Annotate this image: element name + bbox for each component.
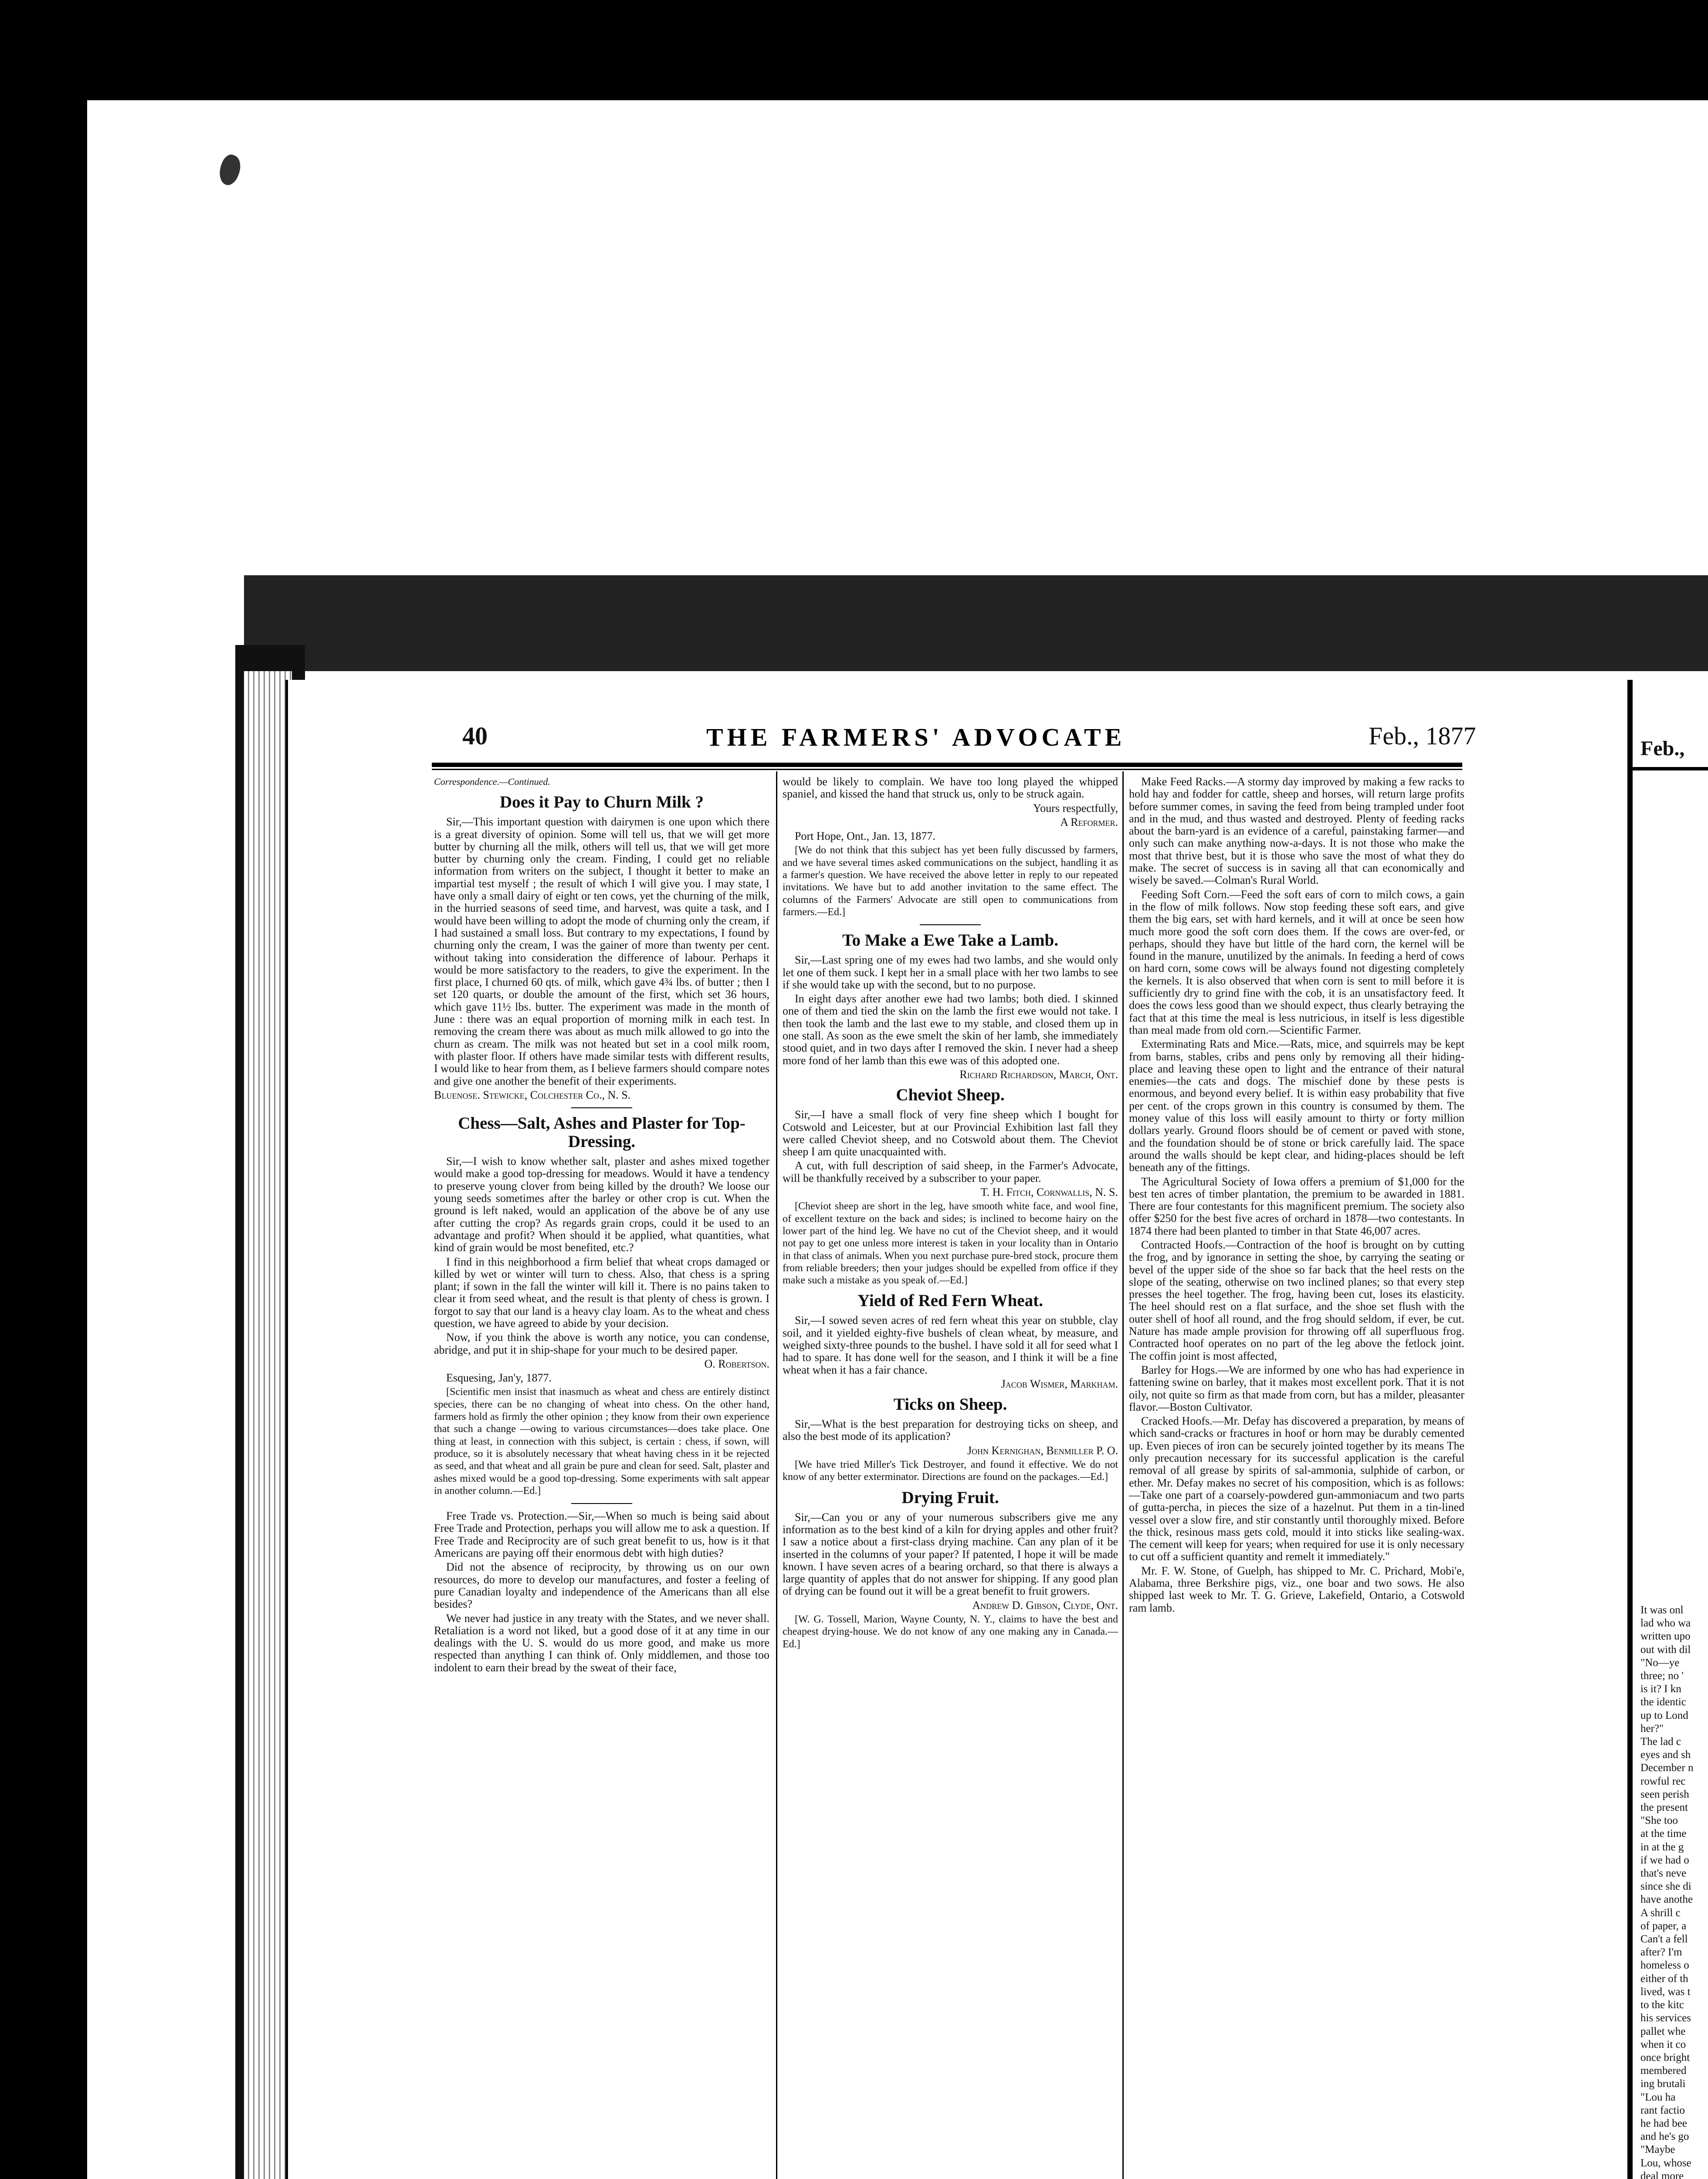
article-paragraph: Free Trade vs. Protection.—Sir,—When so much is being said about Free Trade and Protection, perhaps you will allow me to ask a question. If Free Trade and Reciprocity are of such great benefit to us, how is it that Americans are paying off their enormous debt with high duties? bbox=[434, 1510, 769, 1560]
article-paragraph: Feeding Soft Corn.—Feed the soft ears of corn to milch cows, a gain in the flow of milk follows. Now stop feeding these soft ears, and give them the big ears, set with hard kernels, and it will at once be seen how much more good the soft corn does them. If the cows are over-fed, or perhaps, should they have but little of the hard corn, the kernel will be found in the manure, unutilized by the animals. In feeding a herd of cows on hard corn, some cows will be always found not digesting completely the kernels. It is also observed that when corn is sent to mill before it is sufficiently dry to grind fine with the cob, it is an unsatisfactory feed. It does the cows less good than we should expect, thus clearly betraying the fact that at this time the meal is less nutricious, in itself is less digestible than meal made from old corn.—Scientific Farmer. bbox=[1129, 888, 1464, 1036]
article-paragraph: Did not the absence of reciprocity, by throwing us on our own resources, do more to develop our manufactures, and foster a feeling of pure Canadian loyalty and independence of the Americans than all else besides? bbox=[434, 1561, 769, 1611]
separator bbox=[920, 924, 981, 925]
facing-page-fragment bbox=[1633, 680, 1708, 2179]
facing-page-line: of paper, a bbox=[1640, 1920, 1687, 1932]
facing-page-line: that's neve bbox=[1640, 1867, 1687, 1880]
article-paragraph: Sir,—Can you or any of your numerous subscribers give me any information as to the best kind of a kiln for drying apples and other fruit? I saw a notice about a first-class drying machine. Can any plan of it be inserted in the columns of your paper? If patented, I hope it will be made known. I have seven acres of a bearing orchard, so that there is always a large quantity of apples that do not answer for shipping. If any good plan of drying can be found out it will be a great benefit to fruit growers. bbox=[783, 1510, 1118, 1598]
facing-page-line: he had bee bbox=[1640, 2117, 1687, 2129]
facing-page-line: once bright bbox=[1640, 2051, 1690, 2064]
facing-page-line: lived, was t bbox=[1640, 1986, 1691, 1998]
facing-page-line: rant factio bbox=[1640, 2104, 1685, 2116]
article-signature: Bluenose. Stewicke, Colchester Co., N. S. bbox=[434, 1088, 631, 1101]
article-paragraph: Sir,—This important question with dairymen is one upon which there is a great diversity of opinion. Some will tell us, that we will get more butter by churning all the milk, others will tell us, that we will get more butter by churning only the cream. Finding, I could get no reliable information from writers on the subject, I thought it better to make an impartial test myself ; the result of which I will give you. I may state, I have only a small dairy of eight or ten cows, yet the churning of the milk, in the hurried seasons of seed time, and harvest, was quite a task, and I would have been willing to adopt the mode of churning only the cream, if I had sustained a small loss. But contrary to my expectations, I found by churning only the cream, I was the gainer of more than twenty per cent. without taking into consideration the difference of labour. Perhaps it would be more satisfactory to the readers, to give the experiment. In the first place, I churned 60 qts. of milk, which gave 4¾ lbs. of butter ; then I set 120 quarts, or double the amount of the first, which set 36 hours, which gave 11½ lbs. butter. The experiment was made in the month of June : there was an equal proportion of morning milk in each test. In removing the cream there was about as much milk allowed to go into the churn as cream. The milk was not heated but set in a cool milk room, with plaster floor. If others have made similar tests with different results, I would like to hear from them, as I believe farmers should compare notes and give one another the benefit of their experiments. bbox=[434, 815, 769, 1087]
facing-page-line: the present bbox=[1640, 1802, 1688, 1814]
article-paragraph: would be likely to complain. We have too long played the whipped spaniel, and kissed the hand that struck us, only to be struck again. bbox=[783, 775, 1118, 801]
column-3 bbox=[1129, 776, 1464, 1616]
article-paragraph: Sir,—What is the best preparation for destroying ticks on sheep, and also the best mode of its application? bbox=[783, 1418, 1118, 1443]
editor-note: [We have tried Miller's Tick Destroyer, and found it effective. We do not know of any better exterminator. Directions are found on the packages.—Ed.] bbox=[783, 1459, 1118, 1483]
facing-page-line: have anothe bbox=[1640, 1894, 1693, 1906]
facing-page-line: eyes and sh bbox=[1640, 1749, 1691, 1761]
article-paragraph: Sir,—I wish to know whether salt, plaster and ashes mixed together would make a good top-dressing for meadows. Would it have a tendency to preserve young clover from being killed by the drouth? We loose our young seeds sometimes after the barley or other crop is cut. When the ground is left naked, would an application of the above be of any use after cutting the crop? As regards grain crops, could it be used to an advantage and profit? When should it be applied, what quantities, what kind of grain would be most benefited, etc.? bbox=[434, 1155, 769, 1254]
facing-page-line: seen perish bbox=[1640, 1788, 1689, 1800]
article-paragraph: Barley for Hogs.—We are informed by one who has had experience in fattening swine on barley, that it makes most excellent pork. That it is not oily, not quite so firm as that made from corn, but has a milder, pleasanter flavor.—Boston Cultivator. bbox=[1129, 1363, 1464, 1413]
column-divider bbox=[1122, 771, 1124, 2179]
editor-note: [Cheviot sheep are short in the leg, have smooth white face, and wool fine, of excellent texture on the back and sides; is inclined to become hairy on the lower part of the hind leg. We have no cut of the Cheviot sheep, and it would not pay to get one unless more interest is taken in your locality than in Ontario in that class of animals. When you next purchase pure-bred stock, procure them from reliable breeders; then your judges should be expelled from office if they make such a mistake as you speak of.—Ed.] bbox=[783, 1201, 1118, 1286]
article-paragraph: Cracked Hoofs.—Mr. Defay has discovered a preparation, by means of which sand-cracks or fractures in hoof or horn may be durably cemented up. Even pieces of iron can be securely jointed together by its means The only precaution necessary for its successful application is the careful removal of all grease by spirits of sal-ammonia, sulphide of carbon, or ether. Mr. Defay makes no secret of his composition, which is as follows:—Take one part of a coarsely-powdered gun-ammoniacum and two parts of gutta-percha, in pieces the size of a hazelnut. Put them in a tin-lined vessel over a slow fire, and stir constantly until thoroughly mixed. Before the thick, resinous mass gets cold, mould it into sticks like sealing-wax. The cement will keep for years; when required for use it is only necessary to cut off a sufficient quantity and remelt it immediately." bbox=[1129, 1415, 1464, 1563]
column-2 bbox=[783, 776, 1118, 1652]
facing-page-line: and he's go bbox=[1640, 2131, 1689, 2143]
facing-page-line: written upo bbox=[1640, 1630, 1691, 1643]
facing-page-line: "She too bbox=[1640, 1815, 1678, 1827]
article-paragraph: I find in this neighborhood a firm belief that wheat crops damaged or killed by wet or winter will turn to chess. Also, that chess is a spring plant; if sown in the fall the winter will kill it. There is no pains taken to clear it from seed wheat, and the result is that plenty of chess is grown. I forgot to say that our land is a heavy clay loam. As to the wheat and chess question, we have agreed to abide by your decision. bbox=[434, 1255, 769, 1330]
facing-page-line: when it co bbox=[1640, 2038, 1686, 2050]
article-signature: O. Robertson. bbox=[704, 1357, 769, 1370]
article-signature: T. H. Fitch, Cornwallis, N. S. bbox=[980, 1186, 1118, 1199]
article-paragraph: Sir,—Last spring one of my ewes had two lambs, and she would only let one of them suck. I kept her in a small place with her two lambs to see if she would take up with the second, but to no purpose. bbox=[783, 954, 1118, 991]
article-title: Ticks on Sheep. bbox=[893, 1395, 1007, 1414]
article-place: Port Hope, Ont., Jan. 13, 1877. bbox=[795, 830, 935, 843]
column-1 bbox=[434, 776, 769, 1676]
facing-page-line: Can't a fell bbox=[1640, 1933, 1688, 1945]
facing-page-date: Feb., bbox=[1640, 737, 1685, 760]
article-paragraph: Sir,—I have a small flock of very fine sheep which I bought for Cotswold and Leicester, but at our Provincial Exhibition last fall they were called Cheviot sheep, and no Cotswold about them. The Cheviot sheep I am quite unacquainted with. bbox=[783, 1108, 1118, 1158]
editor-note: [W. G. Tossell, Marion, Wayne County, N. Y., claims to have the best and cheapest drying-house. We do not know of any one making any in Canada.—Ed.] bbox=[783, 1614, 1118, 1650]
facing-page-line: up to Lond bbox=[1640, 1709, 1688, 1721]
binding-gutter bbox=[1627, 680, 1633, 2179]
header-rule-thin bbox=[432, 769, 1462, 770]
facing-page-line: since she di bbox=[1640, 1880, 1691, 1893]
facing-page-line: three; no ' bbox=[1640, 1670, 1684, 1682]
facing-page-line: lad who wa bbox=[1640, 1617, 1691, 1629]
facing-page-line: The lad c bbox=[1640, 1736, 1681, 1748]
facing-page-line: if we had o bbox=[1640, 1854, 1689, 1866]
article-title: To Make a Ewe Take a Lamb. bbox=[842, 931, 1058, 950]
facing-page-line: Lou, whose bbox=[1640, 2157, 1691, 2169]
page-top-shadow bbox=[244, 575, 1708, 671]
facing-page-line: deal more bbox=[1640, 2170, 1684, 2179]
facing-page-line: is it? I kn bbox=[1640, 1683, 1681, 1695]
article-place: Esquesing, Jan'y, 1877. bbox=[446, 1371, 552, 1385]
facing-page-line: "No—ye bbox=[1640, 1656, 1680, 1669]
newspaper-page bbox=[285, 680, 1632, 2179]
article-signature: Jacob Wismer, Markham. bbox=[1001, 1377, 1118, 1390]
article-title: Yield of Red Fern Wheat. bbox=[857, 1291, 1043, 1310]
article-title: Cheviot Sheep. bbox=[896, 1086, 1005, 1105]
separator bbox=[571, 1503, 632, 1504]
facing-page-line: to the kitc bbox=[1640, 1999, 1684, 2011]
article-paragraph: Exterminating Rats and Mice.—Rats, mice, and squirrels may be kept from barns, stables, cribs and pens only by removing all their hiding-place and leaving these open to light and the entrance of their natural enemies—the cats and dogs. The mischief done by these pests is enormous, and beyond every belief. It is within easy probability that five per cent. of the crops grown in this country is consumed by them. The money value of this loss will easily amount to thirty or forty million dollars yearly. Ground floors should be of cement or paved with stone, and the foundation should be of stone or brick carefully laid. The space around the walls should be kept clear, and hiding-places should be left beneath any of the fittings. bbox=[1129, 1038, 1464, 1174]
facing-page-line: December n bbox=[1640, 1762, 1694, 1774]
facing-page-line: A shrill c bbox=[1640, 1907, 1681, 1919]
article-paragraph: Mr. F. W. Stone, of Guelph, has shipped to Mr. C. Prichard, Mobi'e, Alabama, three Berkshire pigs, viz., one boar and two sows. He also shipped last week to Mr. T. G. Grieve, Lakefield, Ontario, a Cotswold ram lamb. bbox=[1129, 1564, 1464, 1614]
facing-page-line: in at the g bbox=[1640, 1841, 1684, 1853]
article-paragraph: Contracted Hoofs.—Contraction of the hoof is brought on by cutting the frog, and by ignorance in setting the shoe, by carrying the seating or bevel of the upper side of the shoe so far back that the heel rests on the slope of the seating, otherwise on two inclined planes; so that every step presses the heel together. The frog, having been cut, loses its elasticity. The heel should rest on a flat surface, and the shoe set flush with the outer shell of hoof all round, and the frog should seldom, if ever, be cut. Nature has made ample provision for throwing off all superfluous frog. Contracted hoof operates on no part of the leg above the fetlock joint. The coffin joint is most affected, bbox=[1129, 1238, 1464, 1362]
facing-page-line: ing brutali bbox=[1640, 2078, 1686, 2090]
facing-page-line: membered bbox=[1640, 2065, 1687, 2077]
article-paragraph: Make Feed Racks.—A stormy day improved by making a few racks to hold hay and fodder for cattle, sheep and horses, will return large profits before summer comes, in saving the feed from being trampled under foot and in the mud, and thus wasted and destroyed. Plenty of feeding racks about the barn-yard is an evidence of a careful, painstaking farmer—and only such can make anything now-a-days. It is not those who make the most that thrive best, but it is those who save the most of what they do make. The secret of success is in saving all that can economically and wisely be saved.—Colman's Rural World. bbox=[1129, 775, 1464, 887]
facing-page-rule bbox=[1633, 767, 1708, 770]
column-divider bbox=[776, 771, 777, 2179]
article-paragraph: We never had justice in any treaty with the States, and we never shall. Retaliation is a word not liked, but a good dose of it at any time in our dealings with the U. S. would do us more good, and make us more respected than anything I can think of. Only middlemen, and those too indolent to earn their bread by the sweat of their face, bbox=[434, 1612, 769, 1674]
article-signature: Andrew D. Gibson, Clyde, Ont. bbox=[972, 1599, 1118, 1612]
masthead: THE FARMERS' ADVOCATE bbox=[706, 723, 1126, 751]
article-paragraph: In eight days after another ewe had two lambs; both died. I skinned one of them and tied the skin on the lamb the first ewe would not take. I then took the lamb and the last ewe to my stable, and closed them up in one stall. As soon as the ewe smelt the skin of her lamb, she immediately stood quiet, and in two days after I removed the skin. I never had a sheep more fond of her lamb than this ewe was of this adopted one. bbox=[783, 992, 1118, 1067]
header-rule bbox=[432, 763, 1462, 767]
article-paragraph: Sir,—I sowed seven acres of red fern wheat this year on stubble, clay soil, and it yielded eighty-five bushels of clean wheat, by measure, and weighed sixty-three pounds to the bushel. I have sold it all for seed what I had to spare. It has done well for the season, and I think it will be a fine wheat when it has a fair chance. bbox=[783, 1314, 1118, 1376]
article-signature: A Reformer. bbox=[1060, 815, 1118, 828]
article-paragraph: Now, if you think the above is worth any notice, you can condense, abridge, and put it in ship-shape for your much to be desired paper. bbox=[434, 1331, 769, 1356]
facing-page-line: homeless o bbox=[1640, 1959, 1689, 1972]
section-continued: Correspondence.—Continued. bbox=[434, 776, 550, 787]
article-paragraph: A cut, with full description of said sheep, in the Farmer's Advocate, will be thankfully received by a subscriber to your paper. bbox=[783, 1159, 1118, 1185]
article-signature: Richard Richardson, March, Ont. bbox=[959, 1068, 1118, 1081]
facing-page-line: "Lou ha bbox=[1640, 2091, 1676, 2103]
facing-page-line: out with dil bbox=[1640, 1643, 1691, 1656]
facing-page-line: at the time bbox=[1640, 1828, 1687, 1840]
facing-page-line: either of th bbox=[1640, 1972, 1688, 1985]
editor-note: [We do not think that this subject has yet been fully discussed by farmers, and we have several times asked communications on the subject, handling it as a farmer's question. We have received the above letter in reply to our repeated invitations. We have but to add another invitation to the same effect. The columns of the Farmers' Advocate are still open to communications from farmers.—Ed.] bbox=[783, 845, 1118, 918]
facing-page-line: pallet whe bbox=[1640, 2025, 1686, 2037]
article-signature: John Kernighan, Benmiller P. O. bbox=[967, 1444, 1118, 1457]
article-title: Chess—Salt, Ashes and Plaster for Top-Dressing. bbox=[458, 1114, 746, 1151]
article-title: Does it Pay to Churn Milk ? bbox=[500, 793, 704, 812]
facing-page-line: his services bbox=[1640, 2012, 1691, 2024]
article-title: Drying Fruit. bbox=[901, 1488, 999, 1507]
editor-note: [Scientific men insist that inasmuch as wheat and chess are entirely distinct species, there can be no changing of wheat into chess. On the other hand, farmers hold as firmly the other opinion ; they know from their own experience that such a change —owing to various circumstances—does take place. One thing at least, in connection with this subject, is certain : chess, if sown, will produce, so it is absolutely necessary that wheat having chess in it be rejected as seed, and that wheat and all grain be pure and clean for seed. Salt, plaster and ashes mixed would be a good top-dressing. Some experiments with salt appear in another column.—Ed.] bbox=[434, 1386, 769, 1497]
facing-page-text bbox=[1640, 1604, 1708, 2179]
facing-page-line: after? I'm bbox=[1640, 1946, 1682, 1958]
page-number: 40 bbox=[462, 722, 488, 750]
separator bbox=[571, 1107, 632, 1108]
page-edges bbox=[244, 671, 292, 2179]
facing-page-line: her?" bbox=[1640, 1722, 1664, 1734]
issue-date: Feb., 1877 bbox=[1369, 722, 1476, 750]
facing-page-line: It was onl bbox=[1640, 1604, 1684, 1616]
article-paragraph: The Agricultural Society of Iowa offers a premium of $1,000 for the best ten acres of timber plantation, the premium to be awarded in 1881. There are four contestants for this magnificent premium. The society also offer $250 for the best five acres of orchard in 1878—two contestants. In 1874 there had been planted to timber in that State 46,007 acres. bbox=[1129, 1175, 1464, 1237]
facing-page-line: "Maybe bbox=[1640, 2144, 1675, 2156]
facing-page-line: rowful rec bbox=[1640, 1775, 1686, 1787]
facing-page-line: the identic bbox=[1640, 1696, 1686, 1708]
letter-closing: Yours respectfully, bbox=[1033, 801, 1118, 815]
